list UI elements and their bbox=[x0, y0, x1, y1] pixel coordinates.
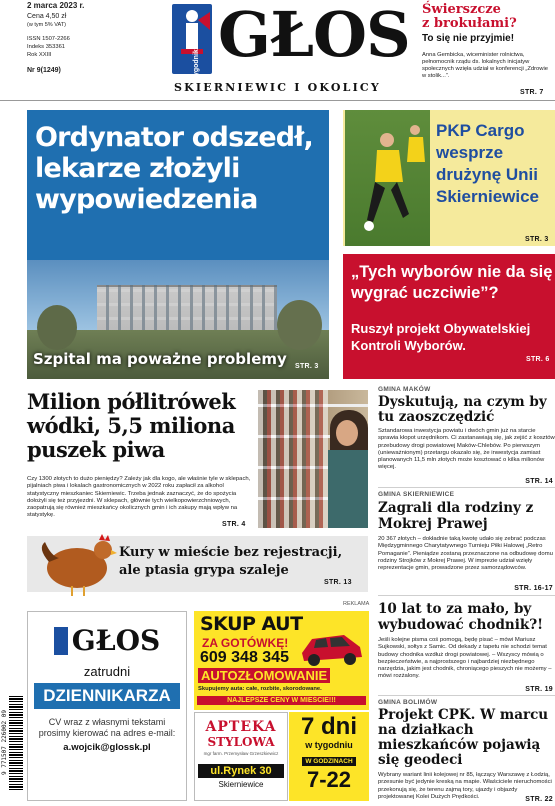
article-headline: Zagrali dla rodziny z Mokrej Prawej bbox=[378, 500, 534, 532]
glos-ad-logo: GŁOS bbox=[71, 624, 161, 657]
glos-job-ad[interactable] bbox=[27, 611, 187, 801]
vat-note: (w tym 5% VAT) bbox=[27, 22, 66, 28]
glos-ad-role: DZIENNIKARZA bbox=[34, 683, 180, 709]
teaser-headline-3: To się nie przyjmie! bbox=[422, 33, 515, 44]
article-body: 20 367 złotych – dokładnie taką kwotę udało się zebrać podczas Międzygminnego Charytatywnego Turnieju Piłki Halowej „Retro Pomaganie”. Pieniądze zostaną przeznaczone na odbudowę domu rodziny Strojków z Mokrej Prawej. W imprezie udział wzięły reprezentacje gmin, prowadzone przez samorządowców. bbox=[378, 536, 553, 572]
skup-autozlomowanie: AUTOZŁOMOWANIE bbox=[198, 668, 330, 683]
vodka-body: Czy 1300 złotych to dużo pieniędzy? Zależy jak dla kogo, ale właśnie tyle w sklepach, pijalniach piwa i lokalach gastronomicznych w 2022 roku zapłacił za alkohol statystyczny mieszkaniec Skierniewic. Trzeba jednak zaznaczyć, że do spożycia dołożyli się też przyjezdni. W sklepach, głównie tych wielkopowierzchniowych, zaopatrują się również mieszkańcy okolicznych gmin i ich zakupy mają wpływ na statystykę. bbox=[27, 476, 251, 519]
lead-caption: Szpital ma poważne problemy bbox=[33, 350, 287, 368]
pharmacy-ad[interactable] bbox=[194, 712, 288, 801]
pharmacy-subname: STYLOWA bbox=[207, 735, 275, 749]
issue-number: Nr 9(1249) bbox=[27, 67, 61, 74]
pkp-page-ref: STR. 3 bbox=[525, 236, 549, 243]
elections-headline: „Tych wyborów nie da się wygrać uczciwie”? bbox=[351, 263, 553, 302]
hens-story[interactable] bbox=[27, 536, 368, 592]
newspaper-subtitle: SKIERNIEWIC I OKOLICY bbox=[174, 81, 381, 94]
car-buying-ad[interactable] bbox=[194, 611, 369, 710]
pharmacy-name: APTEKA bbox=[205, 719, 277, 735]
lead-headline: Ordynator odszedł, lekarze złożyli wypowiedzenia bbox=[35, 122, 313, 215]
article-skierniewice[interactable] bbox=[378, 488, 555, 595]
elections-story[interactable] bbox=[343, 254, 555, 379]
glos-small-logo-icon bbox=[54, 627, 68, 655]
issue-date: 2 marca 2023 r. bbox=[27, 1, 85, 10]
glos-ad-hiring: zatrudni bbox=[83, 664, 131, 679]
barcode-digits: 9 771507 226002 09 bbox=[1, 709, 9, 775]
vodka-headline: Milion półlitrówek wódki, 5,5 miliona puszek piwa bbox=[27, 389, 236, 462]
issn: ISSN 1507-2266 bbox=[27, 36, 70, 42]
pharmacy-address: ul.Rynek 30 bbox=[198, 764, 284, 778]
teaser-body: Anna Gembicka, wiceminister rolnictwa, pełnomocnik rządu ds. lokalnych inicjatyw społecznych wzięła udział w konferencji „Zdrowie w stolik...”. bbox=[422, 52, 548, 79]
price: Cena 4,50 zł bbox=[27, 13, 67, 20]
section-tag: GMINA MAKÓW bbox=[378, 386, 431, 393]
article-page-ref: STR. 19 bbox=[525, 686, 553, 693]
skup-cash: ZA GOTÓWKĘ! bbox=[202, 636, 289, 650]
football-player-icon bbox=[345, 110, 430, 246]
elections-page-ref: STR. 6 bbox=[526, 356, 550, 363]
hours-week: w tygodniu bbox=[305, 740, 353, 750]
skup-phone[interactable]: 609 348 345 bbox=[200, 649, 289, 666]
section-tag: GMINA BOLIMÓW bbox=[378, 699, 438, 706]
football-photo bbox=[345, 110, 430, 246]
barcode bbox=[9, 694, 23, 790]
article-headline: Projekt CPK. W marcu na działkach mieszkańców pojawią się geodeci bbox=[378, 707, 549, 768]
hours-days: 7 dni bbox=[300, 713, 357, 740]
lead-page-ref: STR. 3 bbox=[295, 363, 319, 370]
pkp-story[interactable] bbox=[343, 110, 555, 246]
teaser-page-ref: STR. 7 bbox=[520, 89, 544, 96]
article-makow[interactable] bbox=[378, 386, 555, 487]
article-page-ref: STR. 16-17 bbox=[514, 585, 553, 592]
pharmacy-city: Skierniewice bbox=[218, 780, 264, 789]
glos-ad-text: CV wraz z własnymi tekstami prosimy kierować na adres e-mail: bbox=[38, 717, 176, 738]
article-body: Sztandarowa inwestycja powiatu i dwóch gmin już na starcie sprawia kłopot urzędnikom. Ci zastanawiają się, jak zejść z kosztów przebudowy drogi powiatowej Maków-Chlebów. Po pierwszym (unieważnionym) przetargu okazało się, że inwestycja zamiast planowanych 11,5 mln złotych może kosztować o kilka milionów więcej. bbox=[378, 428, 555, 471]
article-bolimow[interactable] bbox=[378, 696, 555, 806]
skup-prices: NAJLEPSZE CENY W MIEŚCIE!!! bbox=[197, 696, 366, 705]
skup-title: SKUP AUT bbox=[200, 613, 303, 635]
masthead-divider bbox=[0, 100, 555, 101]
article-page-ref: STR. 14 bbox=[525, 478, 553, 485]
article-page-ref: STR. 22 bbox=[525, 796, 553, 803]
top-teaser[interactable] bbox=[422, 3, 552, 80]
hens-headline: Kury w mieście bez rejestracji, ale ptasia grypa szaleje bbox=[119, 545, 343, 578]
article-body: Jeśli kolejne pisma coś pomogą, będę pisać – mówi Mariusz Sujkowski, sołtys z Samic. Od dekady z tapetu nie schodzi temat budowy chodnika wzdłuż drogi powiatowej. – Wszyscy mówią o bezpieczeństwie, a najprostszego i najbardziej niezbędnego narzędzia, jakim jest chodnik, chroniącego pieszych nie możemy – mówi rozżalony. bbox=[378, 637, 552, 680]
right-column bbox=[378, 386, 555, 806]
index-number: Indeks 353361 bbox=[27, 44, 66, 50]
hours-label: W GODZINACH bbox=[302, 757, 355, 766]
hen-icon bbox=[37, 528, 117, 598]
pharmacy-owner: mgr farm. Przemysław Grzeszkiewicz bbox=[203, 751, 279, 756]
lead-story[interactable] bbox=[27, 110, 329, 379]
article-chodnik[interactable] bbox=[378, 596, 555, 695]
elections-subhead: Ruszył projekt Obywatelskiej Kontroli Wyborów. bbox=[351, 321, 531, 353]
year-number: Rok XXIII bbox=[27, 52, 52, 58]
hours-range: 7-22 bbox=[306, 767, 352, 792]
pharmacy-hours-ad bbox=[289, 712, 369, 801]
glos-ad-email[interactable]: a.wojcik@glossk.pl bbox=[63, 742, 151, 753]
skup-states: Skupujemy auta: całe, rozbite, skorodowane. bbox=[198, 686, 322, 692]
teaser-headline-1: Świerszcze bbox=[422, 2, 501, 17]
pkp-headline: PKP Cargo wesprze drużynę Unii Skierniewice bbox=[436, 121, 540, 206]
section-tag: GMINA SKIERNIEWICE bbox=[378, 491, 455, 498]
logo-badge-label: Tygodnik bbox=[192, 48, 200, 80]
article-headline: Dyskutują, na czym by tu zaoszczędzić bbox=[378, 394, 547, 425]
red-car-icon bbox=[298, 627, 366, 669]
article-headline: 10 lat to za mało, by wybudować chodnik?! bbox=[378, 601, 544, 633]
newspaper-logo: GŁOS bbox=[218, 0, 410, 71]
advertisement-label: REKLAMA bbox=[343, 601, 370, 607]
article-body: Wybrany wariant linii kolejowej nr 85, łączący Warszawę z Łodzią, przesunie być jedynie kreską na mapie. Właściciele nieruchomości przekonują się, że terenu zajmą tory, ujazdy i objazdy projektowanej Kolei Dużych Prędkości. bbox=[378, 772, 552, 800]
newspaper-logo-badge bbox=[172, 4, 212, 80]
vodka-page-ref: STR. 4 bbox=[222, 521, 246, 528]
teaser-headline-2: z brokułami? bbox=[422, 16, 517, 31]
hens-page-ref: STR. 13 bbox=[324, 579, 352, 586]
alcohol-shelf-photo bbox=[258, 390, 368, 528]
